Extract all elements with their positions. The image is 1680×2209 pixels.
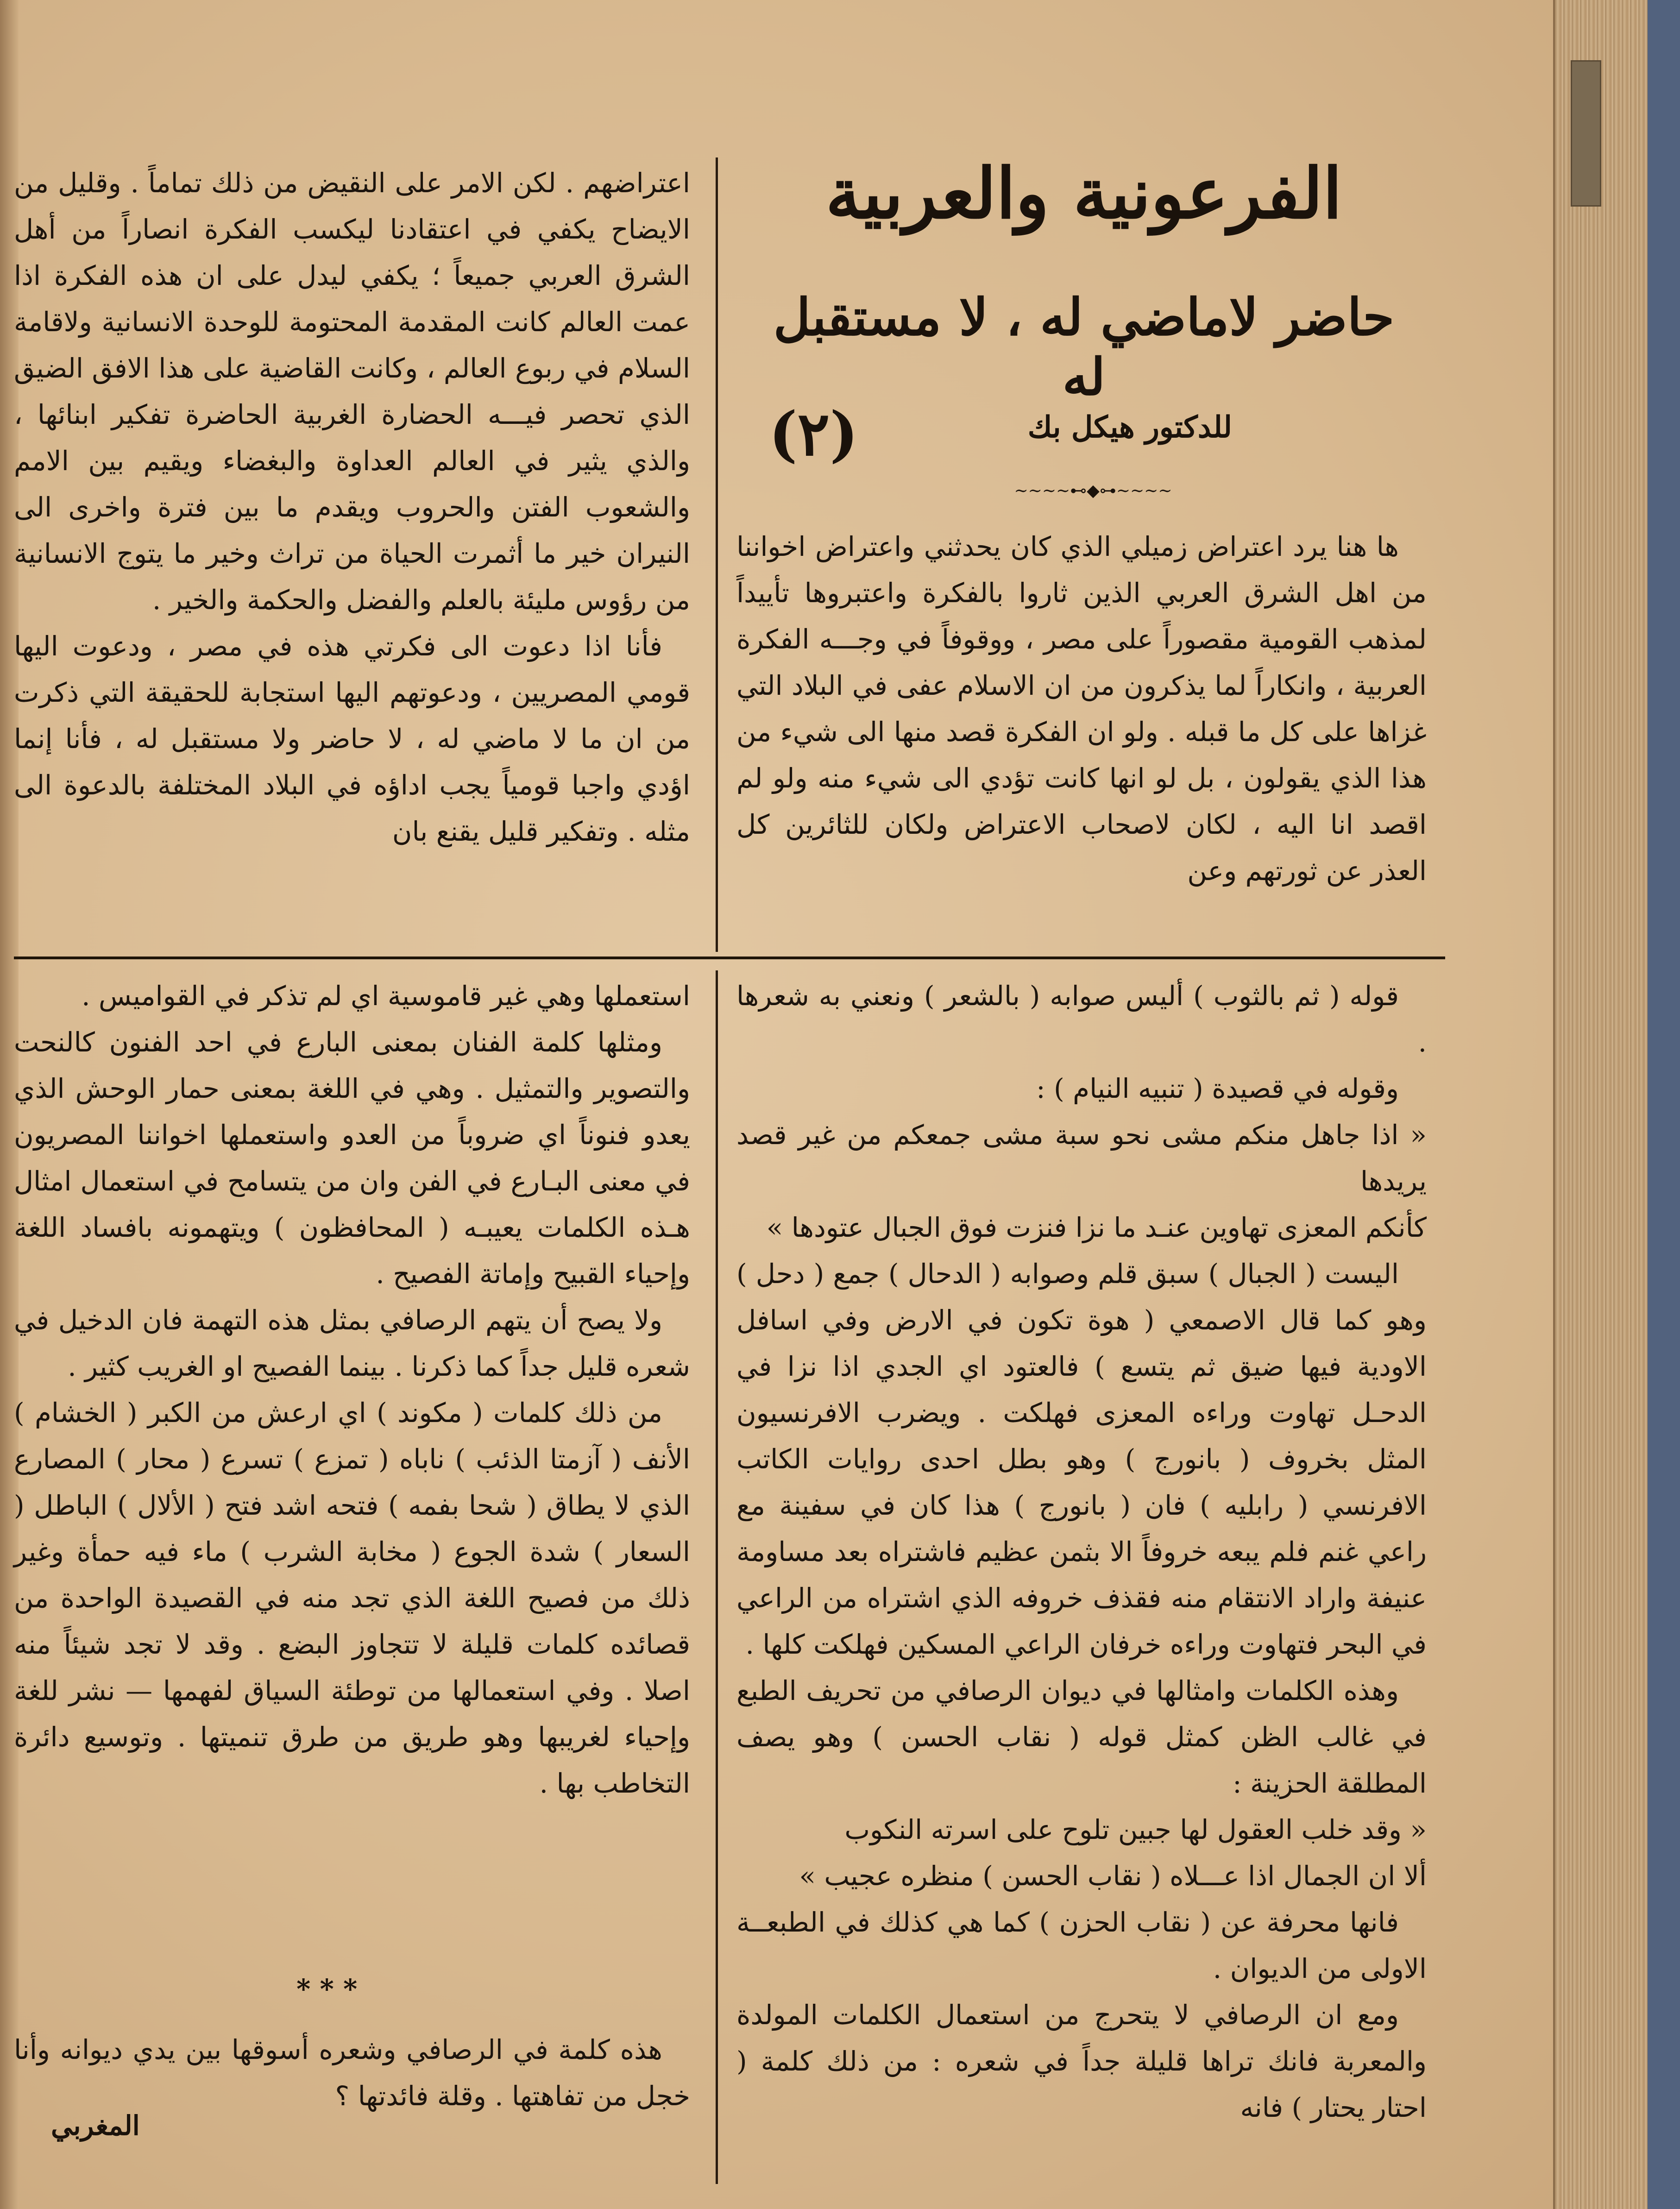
verse-line: « اذا جاهل منكم مشى نحو سبة مشى جمعكم من غير قصد يريدها	[736, 1119, 1427, 1197]
signature: المغربي	[51, 2110, 140, 2141]
book-cover-edge	[1648, 0, 1680, 2209]
section-stars: * * *	[296, 1973, 358, 2005]
article-subtitle: حاضر لاماضي له ، لا مستقبل له	[773, 287, 1395, 407]
column-divider-bottom	[716, 970, 718, 2184]
paragraph: وهذه الكلمات وامثالها في ديوان الرصافي من تحريف الطبع في غالب الظن كمثل قوله ( نقاب الحسن ) وهو يصف المطلقة الحزينة :	[736, 1675, 1427, 1799]
byline	[760, 398, 1408, 468]
article-left-column	[14, 160, 690, 855]
paragraph: فأنا اذا دعوت الى فكرتي هذه في مصر ، ودعوت اليها قومي المصريين ، ودعوتهم اليها استجابة للحقيقة التي ذكرت من ان ما لا ماضي له ، لا حاضر ولا مستقبل له ، فأنا إنما اؤدي واجبا قومياً يجب اداؤه في البلاد المختلفة بالدعوة الى مثله . وتفكير قليل يقنع بان	[14, 630, 690, 847]
paragraph: استعملها وهي غير قاموسية اي لم تذكر في القواميس .	[82, 980, 690, 1012]
closing-paragraph-block	[14, 2026, 690, 2119]
article-right-column	[736, 523, 1427, 894]
lower-left-column	[14, 973, 690, 1806]
paragraph: وقوله في قصيدة ( تنبيه النيام ) :	[1036, 1073, 1399, 1104]
paragraph: من ذلك كلمات ( مكوند ) اي ارعش من الكبر ( الخشام ) الأنف ( آزمتا الذئب ) ناباه ( تمزع ) تسرع ( محار ) المصارع الذي لا يطاق ( شحا بفمه ) فتحه اشد فتح ( الألال ) الباطل ( السعار ) شدة الجوع ( مخابة الشرب ) ماء فيه حمأة وغير ذلك من فصيح اللغة الذي تجد منه في القصيدة الواحدة من قصائده كلمات قليلة لا تتجاوز البضع . وقد لا تجد شيئاً منه اصلا . وفي استعمالها من توطئة السياق لفهمها — نشر للغة وإحياء لغريبها وهو طريق من طرق تنميتها . وتوسيع دائرة التخاطب بها .	[14, 1397, 690, 1799]
bookmark-tab	[1571, 60, 1601, 207]
part-number: (٢)	[769, 398, 858, 469]
closing-paragraph: هذه كلمة في الرصافي وشعره أسوقها بين يدي ديوانه وأنا خجل من تفاهتها . وقلة فائدتها ؟	[14, 2034, 690, 2112]
paragraph: ولا يصح أن يتهم الرصافي بمثل هذه التهمة فان الدخيل في شعره قليل جداً كما ذكرنا . بينما الفصيح او الغريب كثير .	[14, 1304, 690, 1382]
verse-line: كأنكم المعزى تهاوين عنـد ما نزا فنزت فوق الجبال عتودها »	[766, 1212, 1427, 1243]
paragraph: اليست ( الجبال ) سبق قلم وصوابه ( الدحال ) جمع ( دحل ) وهو كما قال الاصمعي ( هوة تكون في الارض وفي اسافل الاودية فيها ضيق ثم يتسع ) فالعتود اي الجدي اذا نزا في الدحـل تهاوت وراءه المعزى فهلكت . ويضرب الافرنسيون المثل بخروف ( بانورج ) وهو بطل احدى روايات الكاتب الافرنسي ( رابليه ) فان ( بانورج ) هذا كان في سفينة مع راعي غنم فلم يبعه خروفاً الا بثمن عظيم فاشتراه بعد مساومة عنيفة واراد الانتقام منه فقذف خروفه الذي اشتراه من الراعي في البحر فتهاوت وراءه خرفان الراعي المسكين فهلكت كلها .	[736, 1258, 1427, 1660]
ornament-divider: ∼∼∼∼⊷◆⊶∼∼∼∼	[1014, 481, 1172, 500]
author-name: للدكتور هيكل بك	[1027, 410, 1232, 445]
paragraph: فانها محرفة عن ( نقاب الحزن ) كما هي كذلك في الطبعــة الاولى من الديوان .	[736, 1907, 1427, 1984]
paragraph: قوله ( ثم بالثوب ) أليس صوابه ( بالشعر ) ونعني به شعرها .	[736, 980, 1427, 1058]
paragraph: ها هنا يرد اعتراض زميلي الذي كان يحدثني واعتراض اخواننا من اهل الشرق العربي الذين ثاروا بالفكرة واعتبروها تأييداً لمذهب القومية مقصوراً على مصر ، ووقوفاً في وجـــه الفكرة العربية ، وانكاراً لما يذكرون من ان الاسلام عفى في البلاد التي غزاها على كل ما قبله . ولو ان الفكرة قصد منها الى شيء من هذا الذي يقولون ، بل لو انها كانت تؤدي الى شيء منه ولو لم اقصد انا اليه ، لكان لاصحاب الاعتراض ولكان للثائرين كل العذر عن ثورتهم وعن	[736, 531, 1427, 887]
paragraph: ومع ان الرصافي لا يتحرج من استعمال الكلمات المولدة والمعربة فانك تراها قليلة جداً في شعره : من ذلك كلمة ( احتار يحتار ) فانه	[736, 1999, 1427, 2123]
paragraph: اعتراضهم . لكن الامر على النقيض من ذلك تماماً . وقليل من الايضاح يكفي في اعتقادنا ليكسب الفكرة انصاراً من أهل الشرق العربي جميعاً ؛ يكفي ليدل على ان هذه الفكرة اذا عمت العالم كانت المقدمة المحتومة للوحدة الانسانية ولاقامة السلام في ربوع العالم ، وكانت القاضية على هذا الافق الضيق الذي تحصر فيـــه الحضارة الغربية الحاضرة تفكير ابنائها ، والذي يثير في العالم العداوة والبغضاء ويقيم بين الامم والشعوب الفتن والحروب ويقدم ما بين فترة واخرى الى النيران خير ما أثمرت الحياة من تراث وخير ما يتوج الانسانية من رؤوس مليئة بالعلم والفضل والحكمة والخير .	[14, 167, 690, 616]
verse-line: ألا ان الجمال اذا عـــلاه ( نقاب الحسن ) منظره عجيب »	[799, 1860, 1427, 1892]
section-divider	[14, 957, 1445, 959]
column-divider-top	[716, 157, 718, 952]
article-title: الفرعونية والعربية	[825, 153, 1342, 234]
verse-line: « وقد خلب العقول لها جبين تلوح على اسرته النكوب	[844, 1814, 1427, 1845]
paragraph: ومثلها كلمة الفنان بمعنى البارع في احد الفنون كالنحت والتصوير والتمثيل . وهي في اللغة بمعنى حمار الوحش الذي يعدو فنوناً اي ضروباً من العدو واستعملها اخواننا المصريون في معنى البـارع في الفن وان من يتسامح في استعمال امثال هـذه الكلمات يعيبـه ( المحافظون ) ويتهمونه بافساد اللغة وإحياء القبيح وإماتة الفصيح .	[14, 1026, 690, 1290]
lower-right-column	[736, 973, 1427, 2131]
